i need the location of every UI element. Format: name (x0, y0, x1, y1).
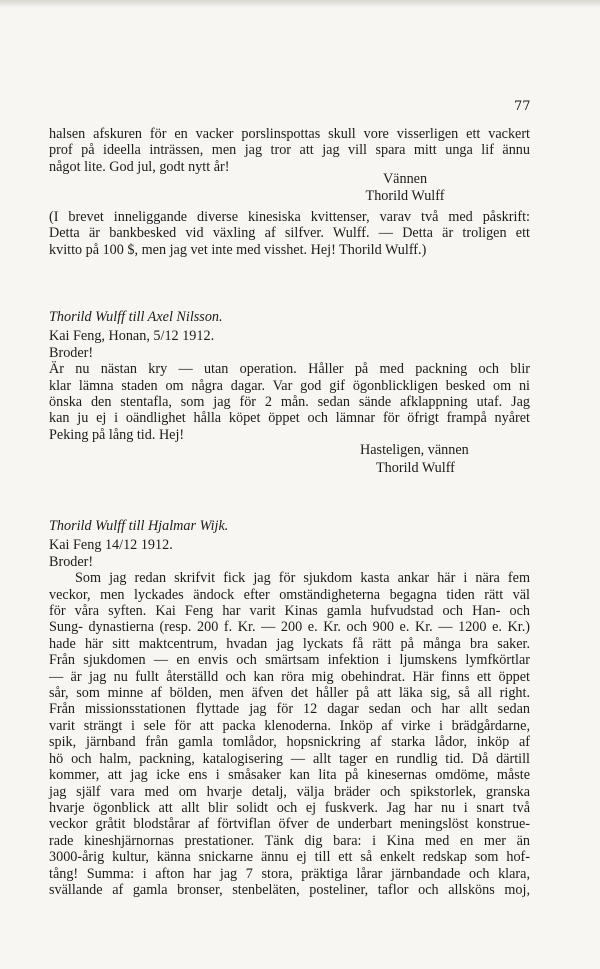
text-line: hvarje ögonblick att allt blir solidt och ej fuskverk. Jag har nu i snart två (49, 799, 530, 816)
text-line: Som jag redan skrifvit fick jag för sjukdom kasta ankar här i nära fem (75, 570, 530, 587)
text-line: rade kineshjärnornas prestationer. Tänk dig bara: i Kina med en mer än (49, 832, 530, 849)
signature-block-1 (340, 171, 470, 205)
text-line: spik, järnband från gamla tomlådor, hopsnickring af starka lådor, inköp af (49, 734, 530, 751)
letter-continuation (49, 126, 530, 175)
text-line: jag själf vara med om hvarje detalj, välja bräder och spikstorlek, granska (49, 783, 530, 800)
text-line: veckor gråtit blodstårar af förtviflan öfver de underbart meningslöst konstrue- (49, 816, 530, 833)
signature: Thorild Wulff (376, 460, 455, 476)
page-number: 77 (514, 99, 531, 114)
text-line: 3000-årig kultur, känna snickarne ännu ej till ett så enkelt redskap som hof- (49, 849, 530, 866)
letter-heading: Thorild Wulff till Axel Nilsson. (49, 309, 223, 325)
signature-block-2 (360, 441, 500, 477)
place-date: Kai Feng 14/12 1912. (49, 537, 173, 554)
text-line: hade här sitt maktcentrum, hvadan jag lyckats få rätt på många bra saker. (49, 635, 530, 652)
signature: Thorild Wulff (365, 188, 445, 204)
text-line: veckor, men lyckades ändock efter omständigheterna begagna tiden rätt väl (49, 586, 530, 603)
place-date: Kai Feng, Honan, 5/12 1912. (49, 328, 215, 345)
text-line: kvitto på 100 $, men jag vet inte med visshet. Hej! Thorild Wulff.) (49, 241, 427, 258)
text-line: klar lämna staden om några dagar. Var god gif ögonblickligen besked om ni (49, 377, 530, 394)
closing: Hasteligen, vännen (360, 442, 469, 458)
text-line: — är jag nu fullt återställd och kan röra mig obehindrat. Här finns ett öppet (49, 668, 530, 685)
text-line: prof på ideella inträssen, men jag tror att jag vill spara mitt unga lif ännu (49, 142, 530, 159)
page-edge-shadow (0, 0, 600, 8)
text-line: för våra syften. Kai Feng har varit Kinas gamla hufvudstad och Han- och (49, 603, 530, 620)
text-line: Är nu nästan kry — utan operation. Håller på med packning och blir (49, 361, 530, 378)
text-line: önska den stentafla, som jag för 2 mån. sedan sände afklappning utaf. Jag (49, 394, 530, 411)
text-line: kan ju ej i oändlighet hålla köpet öppet och lämnar för öfrigt frampå nyåret (49, 410, 530, 427)
text-line: Från sjukdomen — en envis och smärtsam infektion i ljumskens lymfkörtlar (49, 652, 530, 669)
text-line: något lite. God jul, godt nytt år! (49, 158, 230, 175)
editorial-note (49, 209, 530, 258)
salutation: Broder! (49, 344, 94, 361)
text-line: tång! Summa: i afton har jag 7 stora, präktiga lårar järnbandade och klara, (49, 865, 530, 882)
text-line: sår, som minne af bölden, men äfven det håller på att läka sig, så all right. (49, 685, 530, 702)
text-line: Peking på lång tid. Hej! (49, 426, 185, 443)
text-line: varit strängt i sele för att packa klenoderna. Inköp af virke i brädgårdarne, (49, 717, 530, 734)
text-line: hö och halm, packning, katalogisering — allt tager en rundlig tid. Då därtill (49, 750, 530, 767)
salutation: Broder! (49, 553, 94, 570)
letter-axel-nilsson (49, 309, 530, 443)
text-line: Detta är bankbesked vid växling af silfver. Wulff. — Detta är troligen ett (49, 225, 530, 242)
text-line: halsen afskuren för en vacker porslinspottas skull vore visserligen ett vackert (49, 126, 530, 142)
closing: Vännen (382, 171, 428, 187)
text-line: Sung- dynastierna (resp. 200 f. Kr. — 200 e. Kr. och 900 e. Kr. — 1200 e. Kr.) (49, 619, 530, 636)
text-line: svällande af gamla bronser, stenbeläten, posteliner, taflor och allsköns moj, (49, 881, 530, 898)
letter-hjalmar-wijk (49, 518, 530, 898)
letter-heading: Thorild Wulff till Hjalmar Wijk. (49, 518, 229, 534)
text-line: kommer, att jag icke ens i småsaker kan lita på kinesernas omdöme, måste (49, 767, 530, 784)
text-line: (I brevet inneliggande diverse kinesiska kvittenser, varav två med påskrift: (49, 209, 530, 225)
text-line: Från missionsstationen flyttade jag för 12 dagar sedan och har allt sedan (49, 701, 530, 718)
